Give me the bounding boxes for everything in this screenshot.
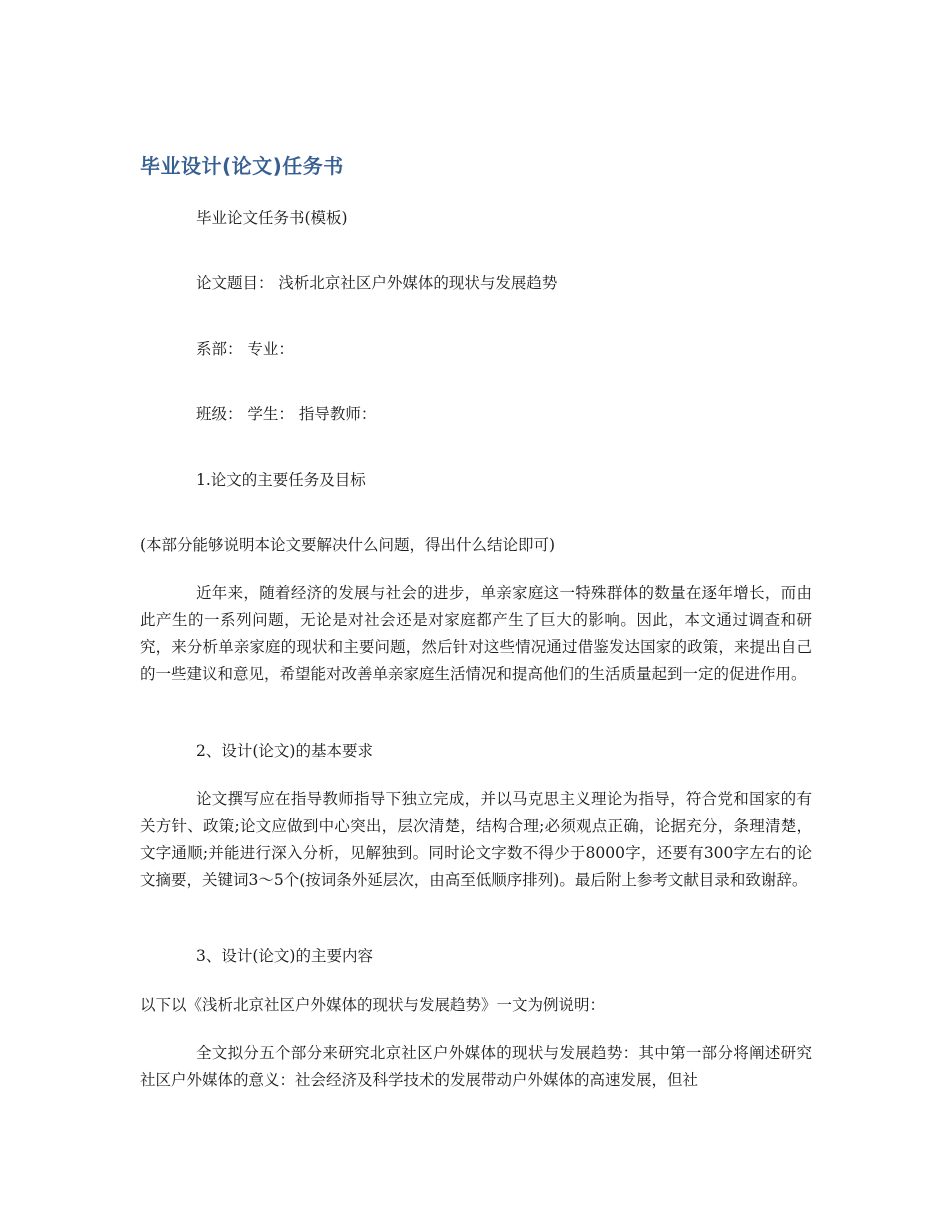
section3-body: 全文拟分五个部分来研究北京社区户外媒体的现状与发展趋势：其中第一部分将阐述研究社区户外媒体的意义：社会经济及科学技术的发展带动户外媒体的高速发展，但社: [140, 1044, 812, 1089]
class-line: 班级： 学生： 指导教师：: [196, 405, 377, 423]
section1-heading: 1.论文的主要任务及目标: [196, 471, 366, 489]
section1-note: (本部分能够说明本论文要解决什么问题，得出什么结论即可): [140, 536, 556, 554]
department-line: 系部： 专业：: [196, 340, 294, 358]
section2-heading: 2、设计(论文)的基本要求: [196, 742, 373, 760]
template-label: 毕业论文任务书(模板): [196, 209, 348, 227]
section1-body: 近年来，随着经济的发展与社会的进步，单亲家庭这一特殊群体的数量在逐年增长，而由此产生的一系列问题，无论是对社会还是对家庭都产生了巨大的影响。因此，本文通过调查和研究，来分析单亲家庭的现状和主要问题，然后针对这些情况通过借鉴发达国家的政策，来提出自己的一些建议和意见，希望能对改善单亲家庭生活情况和提高他们的生活质量起到一定的促进作用。: [140, 584, 812, 683]
topic-line: 论文题目： 浅析北京社区户外媒体的现状与发展趋势: [196, 274, 558, 292]
section2-body: 论文撰写应在指导教师指导下独立完成，并以马克思主义理论为指导，符合党和国家的有关方针、政策;论文应做到中心突出，层次清楚，结构合理;必须观点正确，论据充分，条理清楚，文字通顺;并能进行深入分析，见解独到。同时论文字数不得少于8000字，还要有300字左右的论文摘要，关键词3～5个(按词条外延层次，由高至低顺序排列)。最后附上参考文献目录和致谢辞。: [140, 790, 812, 889]
section3-intro: 以下以《浅析北京社区户外媒体的现状与发展趋势》一文为例说明：: [140, 996, 606, 1014]
document-title: 毕业设计(论文)任务书: [140, 154, 344, 178]
section3-heading: 3、设计(论文)的主要内容: [196, 947, 373, 965]
